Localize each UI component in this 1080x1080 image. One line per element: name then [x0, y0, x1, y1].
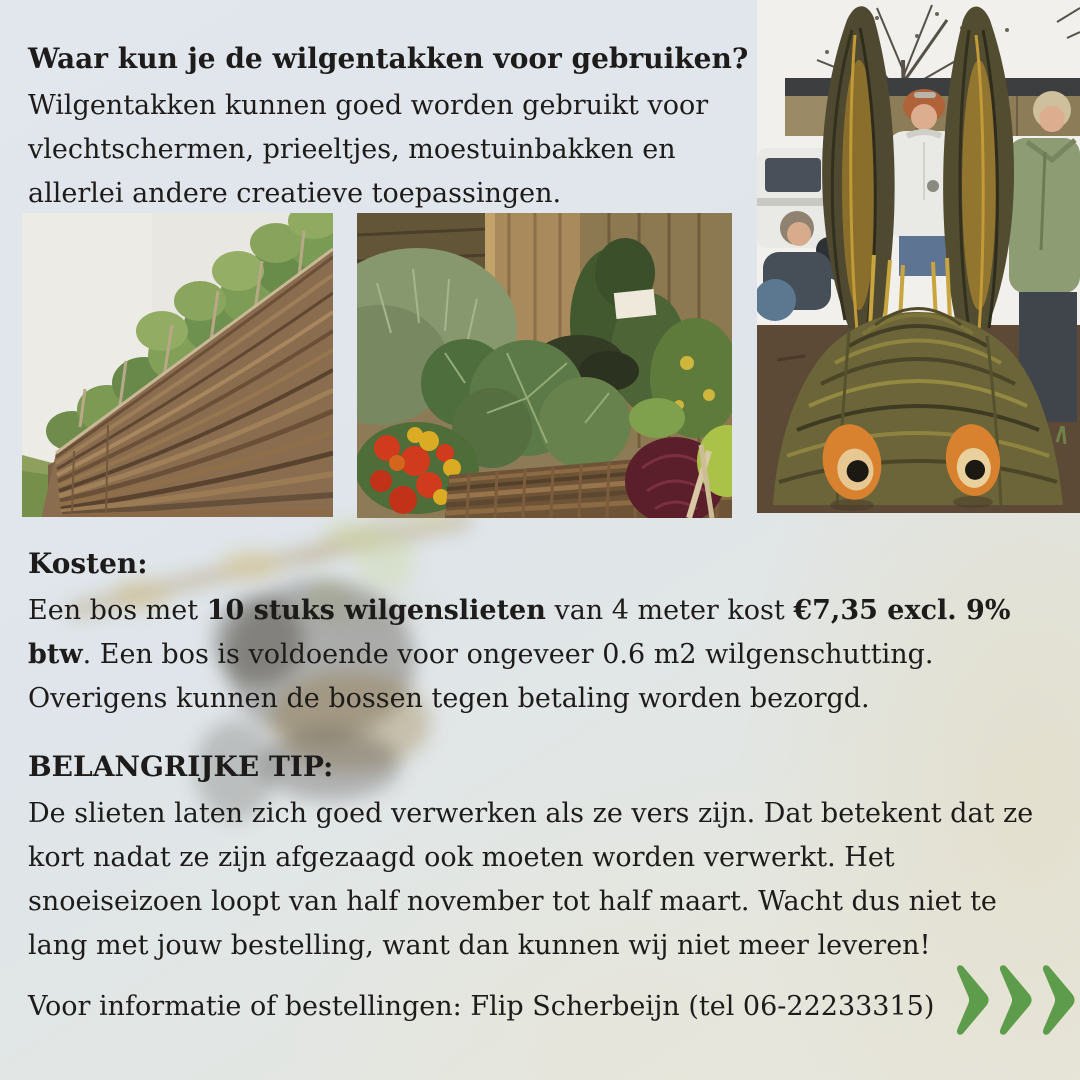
photo-willow-hare-sculpture	[757, 0, 1080, 513]
photo-willow-garden-beds	[357, 213, 732, 518]
white-garden-tag	[614, 289, 656, 319]
intro-body: Wilgentakken kunnen goed worden gebruikt voor vlechtschermen, prieeltjes, moestuinbakken en allerlei andere creatieve toepassingen.	[28, 90, 709, 209]
kosten-heading: Kosten:	[28, 547, 148, 580]
chevron-right-icon	[952, 960, 992, 1040]
kosten-text-bold-2: €7,35 excl. 9% btw	[28, 595, 1011, 670]
chevron-right-icon	[995, 960, 1035, 1040]
intro-heading: Waar kun je de wilgentakken voor gebruiken?	[28, 42, 749, 75]
kosten-text-bold-1: 10 stuks wilgenslieten	[206, 595, 546, 626]
tip-heading: BELANGRIJKE TIP:	[28, 750, 334, 783]
kosten-body	[28, 589, 1064, 721]
kosten-text-2: van 4 meter kost	[545, 595, 794, 626]
contact-line: Voor informatie of bestellingen: Flip Scherbeijn (tel 06-22233315)	[28, 991, 935, 1022]
kosten-text-1: Een bos met	[28, 595, 207, 626]
tip-body: De slieten laten zich goed verwerken als ze vers zijn. Dat betekent dat ze kort nadat ze zijn afgezaagd ook moeten worden verwerkt. Het snoeiseizoen loopt van half november tot half maart. Wacht dus niet te lang met jouw bestelling, want dan kunnen wij niet meer leveren!	[28, 798, 1034, 961]
chevron-right-icon	[1038, 960, 1078, 1040]
kosten-text-3: . Een bos is voldoende voor ongeveer 0.6 m2 wilgenschutting. Overigens kunnen de bossen tegen betaling worden bezorgd.	[28, 639, 934, 714]
next-chevrons	[952, 960, 1078, 1040]
photo-willow-fence	[22, 213, 333, 517]
